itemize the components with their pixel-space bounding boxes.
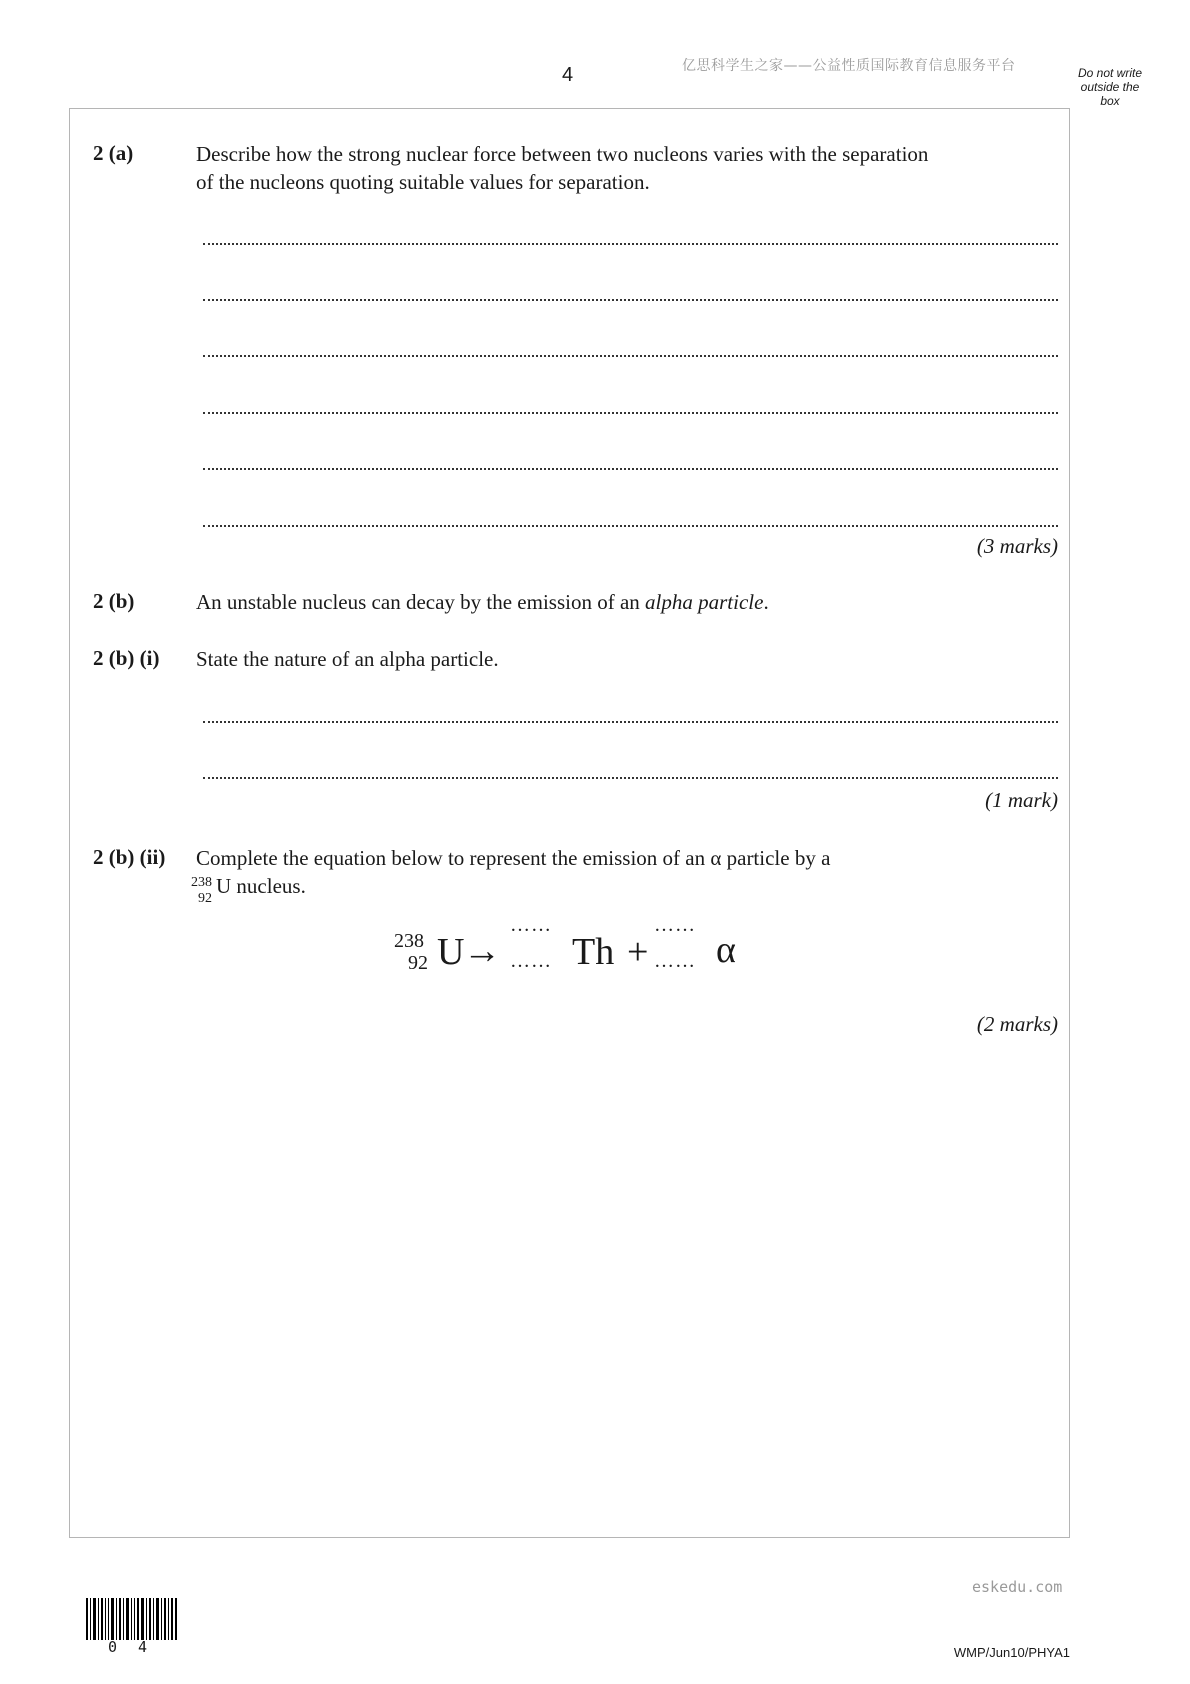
answer-line[interactable] bbox=[203, 355, 1058, 357]
answer-line[interactable] bbox=[203, 299, 1058, 301]
page-number: 4 bbox=[562, 64, 574, 86]
parent-atomic: 92 bbox=[408, 952, 428, 974]
question-text-2bii-line2: U nucleus. bbox=[216, 874, 306, 898]
alpha-atomic-blank[interactable]: …… bbox=[654, 950, 696, 972]
alpha-symbol: α bbox=[716, 929, 736, 971]
decay-equation bbox=[392, 914, 752, 1000]
question-text-2a bbox=[196, 140, 928, 196]
answer-box bbox=[69, 108, 1070, 1538]
marks-2bi: (1 mark) bbox=[985, 788, 1058, 812]
answer-line[interactable] bbox=[203, 412, 1058, 414]
answer-line[interactable] bbox=[203, 777, 1058, 779]
answer-line[interactable] bbox=[203, 243, 1058, 245]
daughter-mass-blank[interactable]: …… bbox=[510, 914, 552, 936]
question-label-2b: 2 (b) bbox=[93, 589, 135, 613]
inline-nuclide bbox=[182, 872, 216, 906]
daughter-symbol: Th bbox=[572, 931, 615, 973]
plus-sign: + bbox=[627, 931, 649, 973]
inline-nuclide-mass: 238 bbox=[191, 875, 212, 890]
margin-note: Do not write outside the box bbox=[1077, 66, 1143, 108]
footer-watermark: eskedu.com bbox=[972, 1578, 1063, 1596]
barcode-icon bbox=[86, 1598, 178, 1640]
question-text-2bii-line1: Complete the equation below to represent the emission of an α particle by a bbox=[196, 846, 831, 870]
question-text-2b-italic: alpha particle bbox=[645, 590, 764, 614]
question-label-2a: 2 (a) bbox=[93, 141, 134, 165]
question-label-2bi: 2 (b) (i) bbox=[93, 646, 160, 670]
barcode-number: 0 4 bbox=[108, 1638, 154, 1656]
paper-code: WMP/Jun10/PHYA1 bbox=[953, 1645, 1070, 1660]
header-watermark: 亿思科学生之家——公益性质国际教育信息服务平台 bbox=[682, 58, 1016, 74]
marks-2a: (3 marks) bbox=[976, 534, 1058, 558]
parent-mass: 238 bbox=[394, 930, 424, 952]
question-text-2bii bbox=[191, 844, 831, 906]
question-text-2bi: State the nature of an alpha particle. bbox=[196, 647, 499, 671]
question-text-2b-after: . bbox=[763, 590, 769, 614]
question-label-2bii: 2 (b) (ii) bbox=[93, 845, 166, 869]
answer-line[interactable] bbox=[203, 468, 1058, 470]
marks-2bii: (2 marks) bbox=[976, 1012, 1058, 1036]
daughter-atomic-blank[interactable]: …… bbox=[510, 950, 552, 972]
answer-line[interactable] bbox=[203, 721, 1058, 723]
answer-line[interactable] bbox=[203, 525, 1058, 527]
inline-nuclide-atomic: 92 bbox=[198, 891, 212, 906]
question-text-2b bbox=[196, 588, 769, 616]
question-text-2a-line1: Describe how the strong nuclear force between two nucleons varies with the separation bbox=[196, 142, 929, 166]
parent-symbol: U bbox=[437, 931, 465, 973]
question-text-2b-before: An unstable nucleus can decay by the emission of an bbox=[196, 590, 646, 614]
alpha-mass-blank[interactable]: …… bbox=[654, 914, 696, 936]
arrow-icon: → bbox=[463, 930, 501, 972]
question-text-2a-line2: of the nucleons quoting suitable values for separation. bbox=[196, 170, 650, 194]
